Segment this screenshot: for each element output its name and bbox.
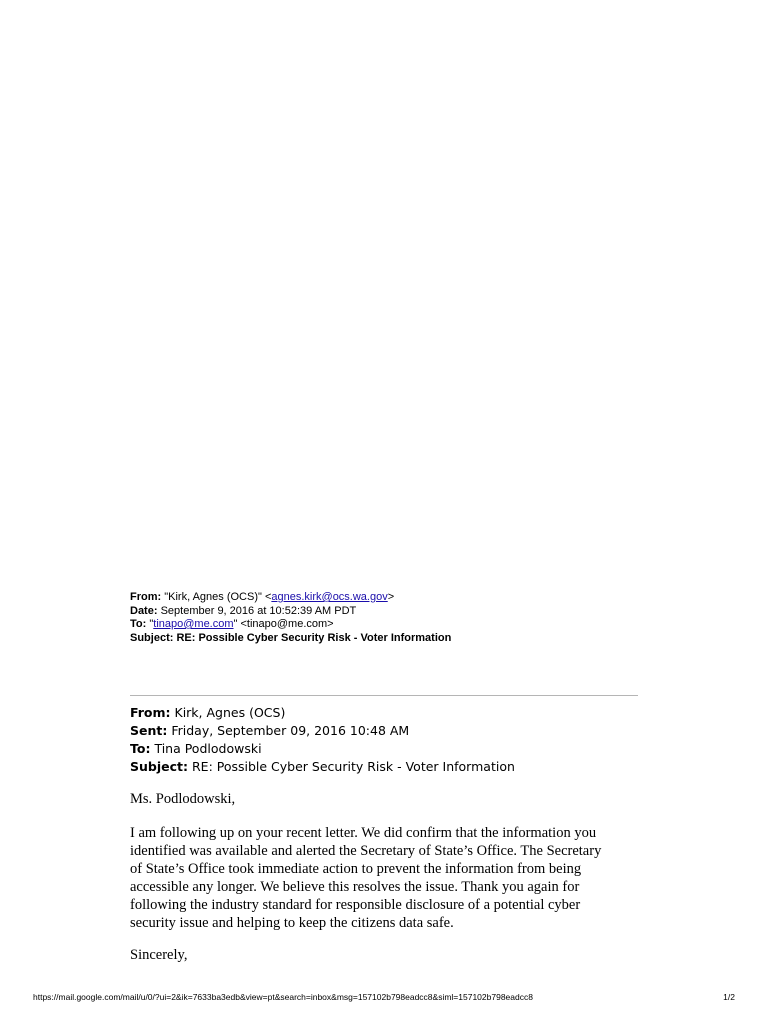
outer-subject-row [130, 632, 650, 646]
original-message-headers [130, 704, 650, 776]
outer-to-email-link[interactable]: tinapo@me.com [153, 618, 234, 630]
outer-to-quote: " [149, 618, 154, 630]
body-line: accessible any longer. We believe this resolves the issue. Thank you again for [130, 879, 580, 895]
message-paragraph [130, 824, 640, 932]
footer-url: https://mail.google.com/mail/u/0/?ui=2&ik=7633ba3edb&view=pt&search=inbox&msg=157102b798eadcc8&siml=157102b798eadcc8 [33, 992, 533, 1002]
outer-date-value: September 9, 2016 at 10:52:39 AM PDT [160, 604, 357, 617]
inner-to-row [130, 740, 650, 758]
inner-subject-label: Subject: [130, 759, 188, 774]
outer-to-rest: " <tinapo@me.com> [233, 618, 334, 630]
outer-from-email-link[interactable]: agnes.kirk@ocs.wa.gov [271, 591, 388, 603]
body-line: identified was available and alerted the Secretary of State’s Office. The Secretary [130, 843, 602, 859]
inner-sent-label: Sent: [130, 723, 168, 738]
footer-page-number: 1/2 [723, 992, 735, 1002]
outer-to-label: To: [130, 618, 147, 630]
closing: Sincerely, [130, 947, 188, 963]
inner-to-label: To: [130, 741, 151, 756]
outer-date-row [130, 605, 650, 619]
body-line: security issue and helping to keep the citizens data safe. [130, 915, 454, 931]
message-body [130, 790, 640, 964]
body-line: following the industry standard for responsible disclosure of a potential cyber [130, 897, 581, 913]
outer-from-name: "Kirk, Agnes (OCS)" < [164, 591, 272, 603]
body-line: of State’s Office took immediate action to prevent the information from being [130, 861, 582, 877]
inner-from-label: From: [130, 705, 171, 720]
greeting: Ms. Podlodowski, [130, 791, 236, 807]
inner-sent-value: Friday, September 09, 2016 10:48 AM [171, 723, 410, 738]
outer-to-row [130, 618, 650, 632]
forwarded-headers [130, 591, 650, 645]
inner-from-value: Kirk, Agnes (OCS) [174, 705, 286, 720]
inner-sent-row [130, 722, 650, 740]
inner-subject-value: RE: Possible Cyber Security Risk - Voter Information [191, 759, 515, 774]
inner-subject-row [130, 758, 650, 776]
body-line: I am following up on your recent letter. We did confirm that the information you [130, 825, 597, 841]
outer-subject-value: RE: Possible Cyber Security Risk - Voter Information [176, 631, 452, 644]
inner-to-value: Tina Podlodowski [154, 741, 262, 756]
inner-from-row [130, 704, 650, 722]
outer-date-label: Date: [130, 604, 158, 617]
outer-subject-label: Subject: [130, 631, 174, 644]
outer-from-row [130, 591, 650, 605]
outer-from-close: > [387, 591, 395, 603]
header-divider [130, 695, 638, 696]
outer-from-label: From: [130, 591, 162, 603]
